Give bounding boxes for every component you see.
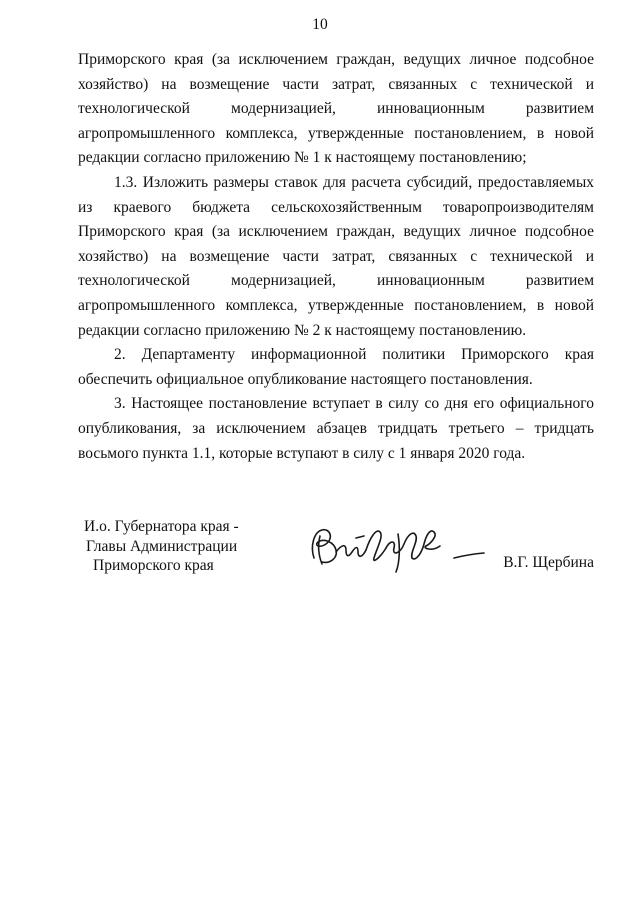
paragraph-1-3: 1.3. Изложить размеры ставок для расчета субсидий, предоставляемых из краевого бюджета сельскохозяйственным товаропроизводителям Приморского края (за исключением граждан, ведущих личное подсобное хозяйство) на возмещение части затрат, связанных с технической и технологической модернизацией, инновационным развитием агропромышленного комплекса, утвержденные постановлением, в новой редакции согласно приложению № 2 к настоящему постановлению. [78, 173, 594, 339]
paragraph-3: 3. Настоящее постановление вступает в силу со дня его официального опубликования, за исключением абзацев тридцать третьего – тридцать восьмого пункта 1.1, которые вступают в силу с 1 января 2020 года. [78, 395, 594, 462]
document-body [78, 48, 594, 466]
paragraph-2: 2. Департаменту информационной политики Приморского края обеспечить официальное опубликование настоящего постановления. [78, 346, 594, 388]
page-number: 10 [312, 16, 328, 33]
signatory-title [84, 517, 239, 576]
signatory-name: В.Г. Щербина [503, 554, 594, 571]
signatory-title-line-1: И.о. Губернатора края - [84, 518, 239, 535]
handwritten-signature [300, 518, 490, 578]
signatory-title-line-3: Приморского края [93, 557, 214, 574]
signatory-title-line-2: Главы Администрации [86, 537, 238, 555]
paragraph-continuation: Приморского края (за исключением граждан, ведущих личное подсобное хозяйство) на возмещение части затрат, связанных с технической и технологической модернизацией, инновационным развитием агропромышленного комплекса, утвержденные постановлением, в новой редакции согласно приложению № 1 к настоящему постановлению; [78, 51, 594, 167]
